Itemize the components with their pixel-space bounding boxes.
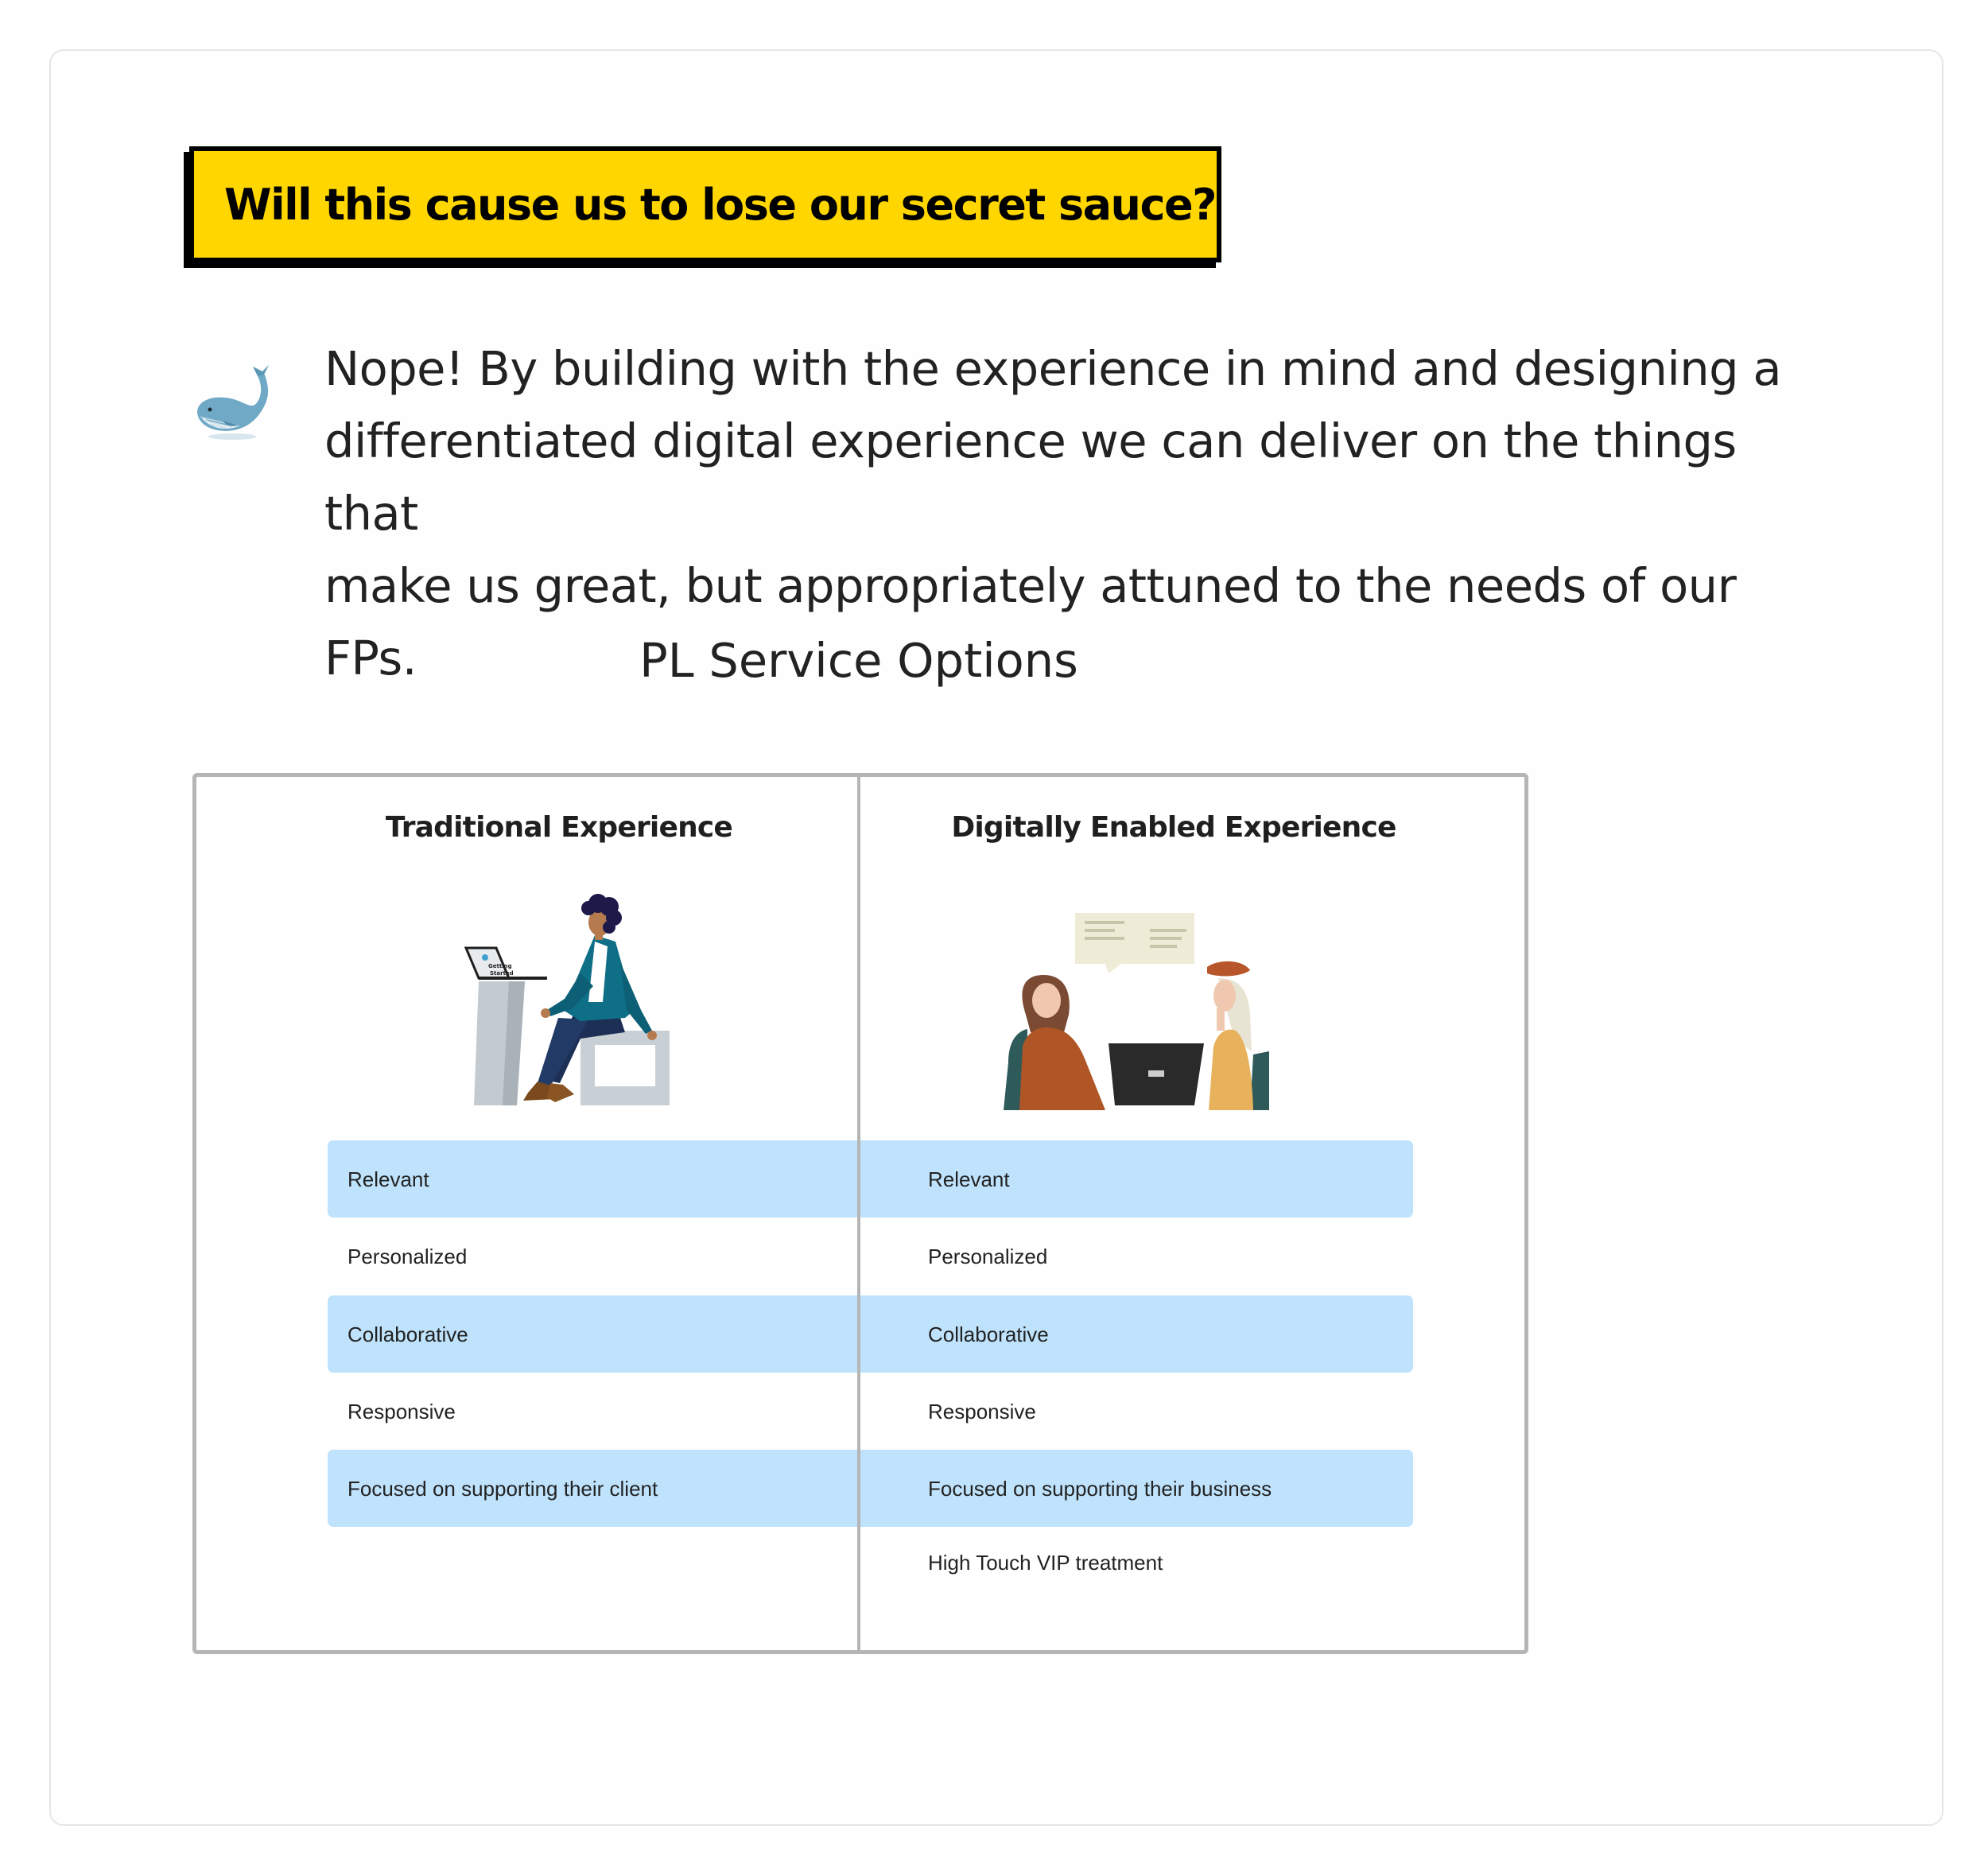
callout-heading-box: [189, 146, 1221, 262]
list-item: Collaborative: [348, 1322, 468, 1346]
list-item: Focused on supporting their business: [928, 1477, 1272, 1501]
person-at-laptop-illustration: [461, 891, 676, 1110]
whale-emoji-icon: [191, 362, 274, 445]
highlight-row-relevant: [328, 1140, 1413, 1218]
list-item: Relevant: [348, 1167, 429, 1191]
list-item: Focused on supporting their client: [348, 1477, 658, 1501]
list-item: Responsive: [348, 1400, 456, 1423]
diagram-title: PL Service Options: [639, 633, 1078, 688]
laptop-screen-text: Getting: [488, 963, 512, 969]
list-item: High Touch VIP treatment: [928, 1551, 1163, 1575]
column-heading-traditional: Traditional Experience: [385, 811, 733, 844]
column-divider: [857, 775, 860, 1653]
callout-heading-text: Will this cause us to lose our secret sauce?: [224, 179, 1216, 230]
highlight-row-collaborative: [328, 1295, 1413, 1373]
column-heading-digital: Digitally Enabled Experience: [951, 811, 1396, 844]
laptop-screen-text: Started: [490, 970, 514, 977]
body-line: make us great, but appropriately attuned to the needs of our FPs.: [324, 558, 1737, 685]
body-line: differentiated digital experience we can deliver on the things that: [324, 414, 1737, 541]
two-people-collaborating-illustration: [1004, 911, 1274, 1110]
list-item: Personalized: [348, 1245, 468, 1268]
body-line: Nope! By building with the experience in mind and designing a: [324, 341, 1782, 396]
list-item: Personalized: [928, 1245, 1048, 1268]
list-item: Responsive: [928, 1400, 1036, 1423]
list-item: Relevant: [928, 1167, 1010, 1191]
list-item: Collaborative: [928, 1322, 1049, 1346]
